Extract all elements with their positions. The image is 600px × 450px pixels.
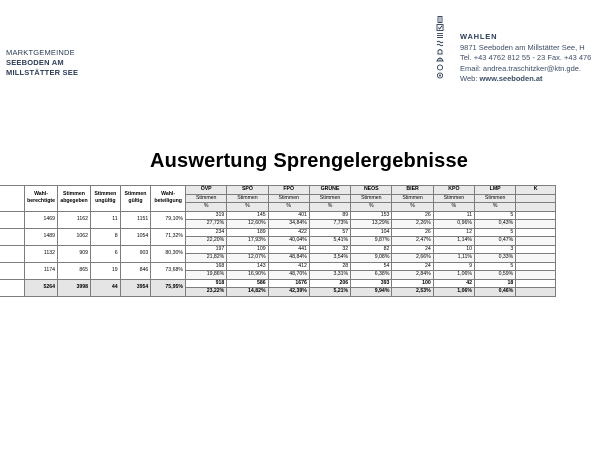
sub-pct: % — [186, 203, 227, 212]
abgegeben: 865 — [58, 262, 91, 279]
tower-icon — [436, 16, 444, 23]
org-line-3: MILLSTÄTTER SEE — [6, 68, 79, 77]
disc-icon — [436, 72, 444, 79]
pct-cell: 2,66% — [392, 254, 433, 263]
party-spoe: SPÖ — [227, 186, 268, 195]
votes-cell: 412 — [268, 262, 309, 271]
header-row — [0, 186, 556, 195]
total-pct-cell: 1,06% — [433, 288, 474, 297]
sub-pct: % — [227, 203, 268, 212]
votes-cell: 3 — [475, 245, 516, 254]
votes-cell: 54 — [351, 262, 392, 271]
ungueltig: 11 — [90, 211, 120, 228]
pct-cell: 6,38% — [351, 271, 392, 280]
ungueltig: 6 — [90, 245, 120, 262]
pct-cell: 0,96% — [433, 220, 474, 229]
votes-cell: 57 — [309, 228, 350, 237]
sprengel-name — [0, 245, 25, 262]
party-kpoe: KPÖ — [433, 186, 474, 195]
abgegeben: 1162 — [58, 211, 91, 228]
pct-cell: 0,59% — [475, 271, 516, 280]
wahlberechtigte: 1469 — [25, 211, 58, 228]
total-votes-cell: 100 — [392, 279, 433, 288]
org-line-1: MARKTGEMEINDE — [6, 48, 75, 57]
votes-cell: 189 — [227, 228, 268, 237]
total-pct-cell: 23,22% — [186, 288, 227, 297]
sub-pct: % — [351, 203, 392, 212]
total-votes-cell: 18 — [475, 279, 516, 288]
votes-cell: 82 — [351, 245, 392, 254]
votes-cell: 168 — [186, 262, 227, 271]
page-title: Auswertung Sprengelergebnisse — [150, 150, 469, 172]
votes-cell: 12 — [433, 228, 474, 237]
beteiligung: 71,32% — [151, 228, 186, 245]
total-votes-cell — [516, 279, 556, 288]
pct-cell: 2,84% — [392, 271, 433, 280]
pct-cell: 16,90% — [227, 271, 268, 280]
web-label: Web: — [460, 74, 480, 84]
total-votes-cell: 393 — [351, 279, 392, 288]
total-pct-cell: 9,94% — [351, 288, 392, 297]
votes-cell: 145 — [227, 211, 268, 220]
total-ungueltig: 44 — [90, 279, 120, 296]
sub-stimmen: Stimmen — [392, 194, 433, 203]
department-name: WAHLEN — [460, 32, 498, 41]
votes-cell: 5 — [475, 262, 516, 271]
pct-cell: 21,82% — [186, 254, 227, 263]
ungueltig: 19 — [90, 262, 120, 279]
sub-stimmen: Stimmen — [351, 194, 392, 203]
pct-cell: 22,20% — [186, 237, 227, 246]
party-fpoe: FPÖ — [268, 186, 309, 195]
votes-cell: 143 — [227, 262, 268, 271]
votes-cell — [516, 245, 556, 254]
wahlberechtigte: 1132 — [25, 245, 58, 262]
org-line-2: SEEBODEN AM — [6, 58, 64, 67]
total-pct-cell: 5,21% — [309, 288, 350, 297]
col-sprengel — [0, 186, 25, 212]
total-pct-cell: 14,82% — [227, 288, 268, 297]
total-gueltig: 3954 — [120, 279, 151, 296]
gueltig: 846 — [120, 262, 151, 279]
col-beteiligung: Wahl- beteiligung — [151, 186, 186, 212]
table-row — [0, 262, 556, 271]
check-box-icon — [436, 24, 444, 31]
sub-pct: % — [309, 203, 350, 212]
sprengel-name — [0, 262, 25, 279]
pct-cell: 48,70% — [268, 271, 309, 280]
sprengel-name — [0, 211, 25, 228]
table-row — [0, 211, 556, 220]
sub-empty — [516, 203, 556, 212]
total-wahlberechtigte: 5264 — [25, 279, 58, 296]
total-pct-cell: 0,46% — [475, 288, 516, 297]
votes-cell: 109 — [227, 245, 268, 254]
phone-line: Tel. +43 4762 812 55 - 23 Fax. +43 476 — [460, 53, 592, 63]
total-pct-cell — [516, 288, 556, 297]
pct-cell: 9,08% — [351, 254, 392, 263]
votes-cell: 11 — [433, 211, 474, 220]
votes-cell: 422 — [268, 228, 309, 237]
address-line: 9871 Seeboden am Millstätter See, H — [460, 42, 585, 52]
votes-cell: 5 — [475, 228, 516, 237]
sub-pct: % — [268, 203, 309, 212]
total-pct-cell: 2,53% — [392, 288, 433, 297]
col-abgegeben: Stimmen abgegeben — [58, 186, 91, 212]
total-votes-cell: 206 — [309, 279, 350, 288]
sub-stimmen: Stimmen — [186, 194, 227, 203]
pct-cell: 1,11% — [433, 254, 474, 263]
pct-cell: 13,29% — [351, 220, 392, 229]
pct-cell — [516, 220, 556, 229]
votes-cell: 5 — [475, 211, 516, 220]
total-abgegeben: 3998 — [58, 279, 91, 296]
gueltig: 1054 — [120, 228, 151, 245]
total-beteiligung: 75,95% — [151, 279, 186, 296]
votes-cell: 89 — [309, 211, 350, 220]
sub-stimmen: Stimmen — [475, 194, 516, 203]
sub-stimmen: Stimmen — [227, 194, 268, 203]
pct-cell — [516, 237, 556, 246]
pct-cell: 19,86% — [186, 271, 227, 280]
beteiligung: 79,10% — [151, 211, 186, 228]
pct-cell: 34,84% — [268, 220, 309, 229]
pct-cell: 12,07% — [227, 254, 268, 263]
votes-cell: 26 — [392, 211, 433, 220]
bell-icon — [436, 48, 444, 55]
org-name — [6, 48, 78, 78]
votes-cell: 28 — [309, 262, 350, 271]
sub-stimmen: Stimmen — [433, 194, 474, 203]
votes-cell: 197 — [186, 245, 227, 254]
party-bier: BIER — [392, 186, 433, 195]
party-gruene: GRÜNE — [309, 186, 350, 195]
votes-cell: 104 — [351, 228, 392, 237]
pct-cell — [516, 254, 556, 263]
sub-pct: % — [392, 203, 433, 212]
abgegeben: 909 — [58, 245, 91, 262]
sub-stimmen: Stimmen — [309, 194, 350, 203]
votes-cell: 153 — [351, 211, 392, 220]
pct-cell — [516, 271, 556, 280]
sub-pct: % — [433, 203, 474, 212]
pct-cell: 40,04% — [268, 237, 309, 246]
pct-cell: 17,93% — [227, 237, 268, 246]
wahlberechtigte: 1489 — [25, 228, 58, 245]
party-neos: NEOS — [351, 186, 392, 195]
contact-block — [460, 32, 591, 85]
results-table — [0, 185, 556, 297]
web-line — [460, 74, 591, 85]
votes-cell: 234 — [186, 228, 227, 237]
total-label — [0, 279, 25, 296]
beteiligung: 73,68% — [151, 262, 186, 279]
crest-icon-column — [436, 16, 446, 80]
votes-cell: 401 — [268, 211, 309, 220]
col-gueltig: Stimmen gültig — [120, 186, 151, 212]
votes-cell — [516, 211, 556, 220]
sub-empty — [516, 194, 556, 203]
total-votes-cell: 1676 — [268, 279, 309, 288]
votes-cell — [516, 262, 556, 271]
gueltig: 1151 — [120, 211, 151, 228]
votes-cell: 319 — [186, 211, 227, 220]
total-row — [0, 279, 556, 288]
pct-cell: 0,43% — [475, 220, 516, 229]
pct-cell: 5,41% — [309, 237, 350, 246]
pct-cell: 27,72% — [186, 220, 227, 229]
table-row — [0, 245, 556, 254]
pct-cell: 2,47% — [392, 237, 433, 246]
pct-cell: 7,73% — [309, 220, 350, 229]
votes-cell: 24 — [392, 245, 433, 254]
pct-cell: 0,33% — [475, 254, 516, 263]
sub-stimmen: Stimmen — [268, 194, 309, 203]
votes-cell: 441 — [268, 245, 309, 254]
gueltig: 903 — [120, 245, 151, 262]
votes-cell: 32 — [309, 245, 350, 254]
wahlberechtigte: 1174 — [25, 262, 58, 279]
shell-icon — [436, 56, 444, 63]
web-link[interactable]: www.seeboden.at — [479, 74, 543, 84]
table-row — [0, 228, 556, 237]
beteiligung: 80,30% — [151, 245, 186, 262]
party-oevp: ÖVP — [186, 186, 227, 195]
email-line: Email: andrea.traschitzker@ktn.gde. — [460, 63, 581, 73]
pct-cell: 1,14% — [433, 237, 474, 246]
pct-cell: 3,31% — [309, 271, 350, 280]
lines-icon — [436, 32, 444, 39]
votes-cell: 10 — [433, 245, 474, 254]
votes-cell: 9 — [433, 262, 474, 271]
waves-icon — [436, 40, 444, 47]
total-pct-cell: 42,39% — [268, 288, 309, 297]
pct-cell: 48,84% — [268, 254, 309, 263]
ungueltig: 8 — [90, 228, 120, 245]
votes-cell: 26 — [392, 228, 433, 237]
votes-cell — [516, 228, 556, 237]
pct-cell: 3,54% — [309, 254, 350, 263]
party-lmp: LMP — [475, 186, 516, 195]
col-ungueltig: Stimmen ungültig — [90, 186, 120, 212]
pct-cell: 12,60% — [227, 220, 268, 229]
pct-cell: 0,47% — [475, 237, 516, 246]
sprengel-name — [0, 228, 25, 245]
pct-cell: 9,87% — [351, 237, 392, 246]
total-votes-cell: 918 — [186, 279, 227, 288]
pct-cell: 2,26% — [392, 220, 433, 229]
total-votes-cell: 42 — [433, 279, 474, 288]
ring-icon — [436, 64, 444, 71]
total-votes-cell: 586 — [227, 279, 268, 288]
pct-cell: 1,06% — [433, 271, 474, 280]
party-k: K — [516, 186, 556, 195]
sub-pct: % — [475, 203, 516, 212]
col-wahlberechtigte: Wahl- berechtigte — [25, 186, 58, 212]
votes-cell: 24 — [392, 262, 433, 271]
abgegeben: 1062 — [58, 228, 91, 245]
